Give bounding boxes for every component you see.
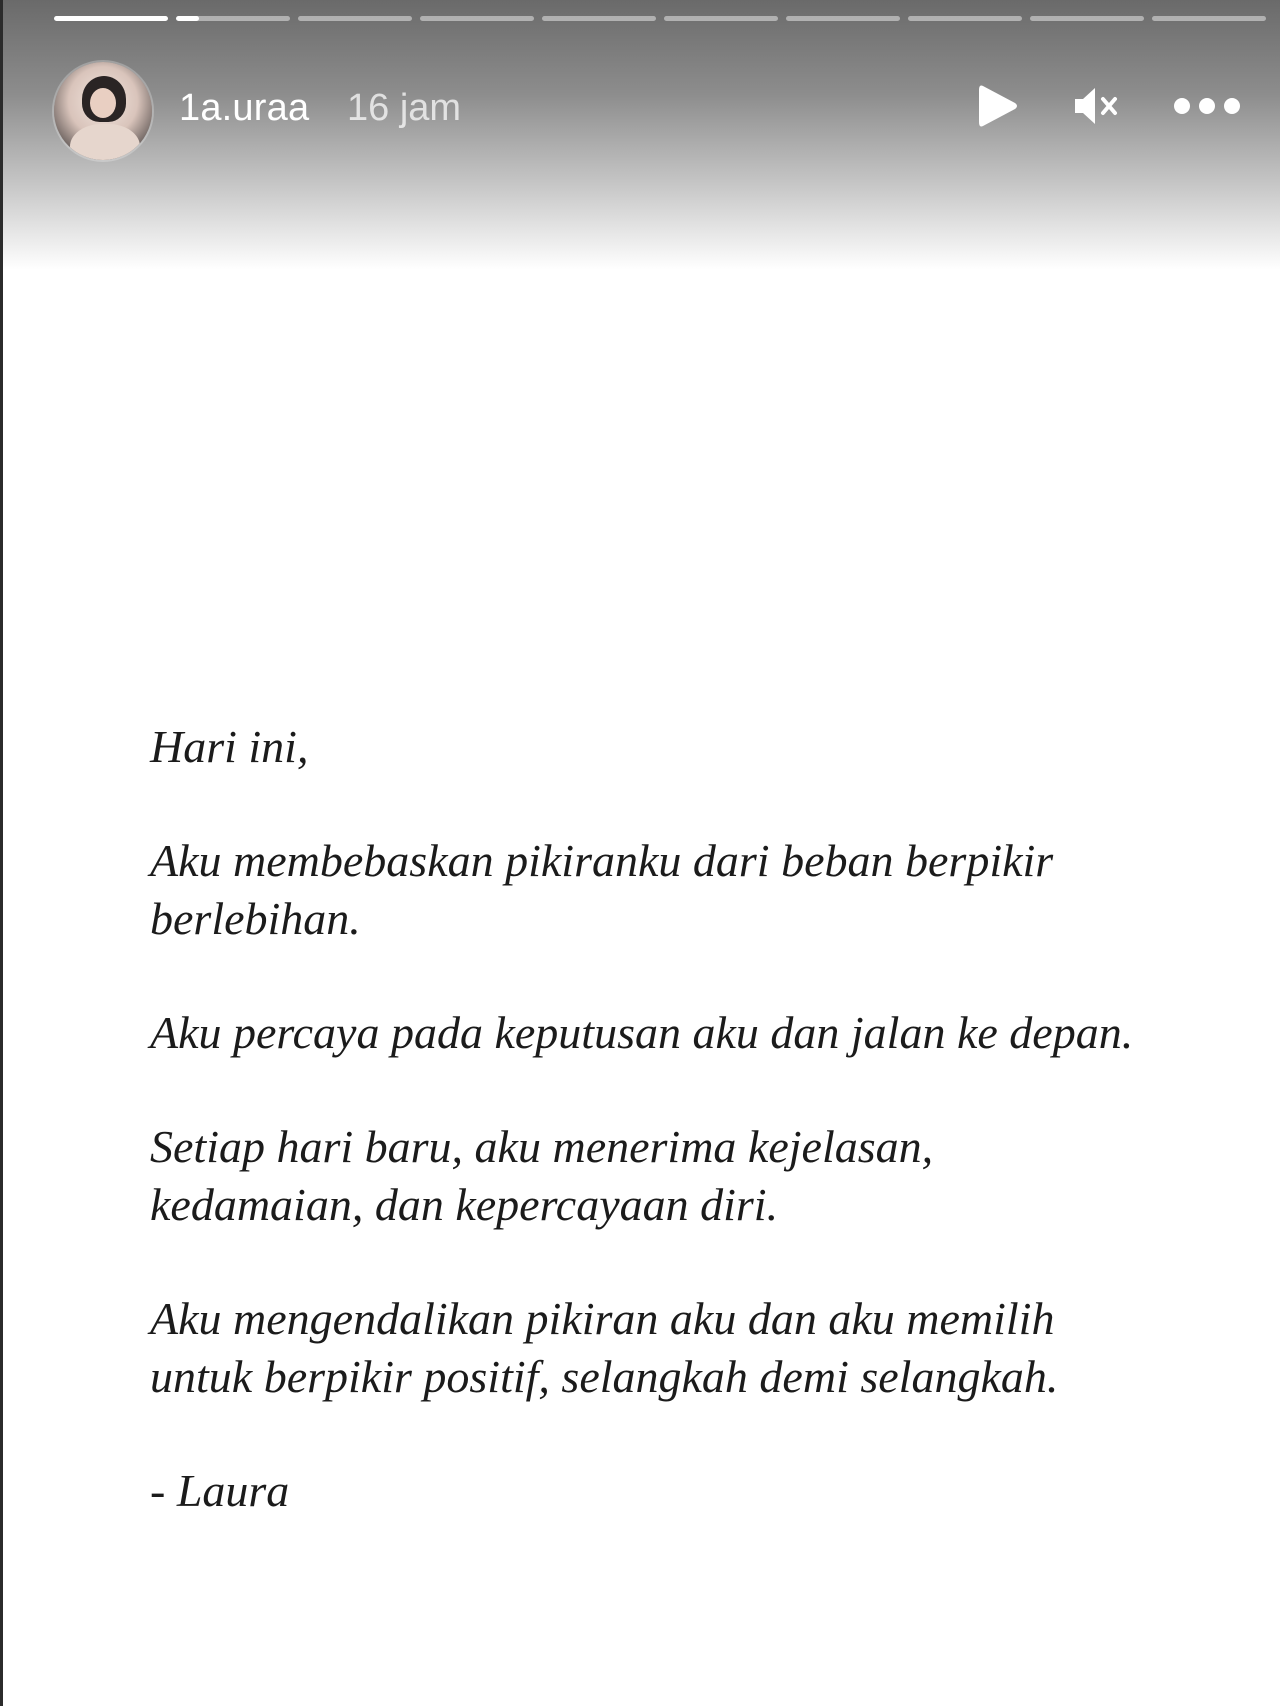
text-line-3: Setiap hari baru, aku menerima kejelasan, kedamaian, dan kepercayaan diri.	[150, 1121, 934, 1230]
progress-fill	[176, 16, 199, 21]
more-options-icon	[1172, 96, 1242, 116]
volume-muted-icon	[1071, 82, 1123, 130]
progress-segment-2	[176, 16, 290, 21]
progress-segment-9	[1030, 16, 1144, 21]
progress-segment-10	[1152, 16, 1266, 21]
more-options-button[interactable]	[1169, 78, 1245, 134]
text-line-4: Aku mengendalikan pikiran aku dan aku memilih untuk berpikir positif, selangkah demi selangkah.	[150, 1293, 1059, 1402]
avatar-face	[90, 88, 116, 118]
progress-segment-8	[908, 16, 1022, 21]
username-link[interactable]: 1a.uraa	[179, 87, 310, 129]
signature: - Laura	[150, 1465, 290, 1516]
progress-segment-7	[786, 16, 900, 21]
progress-segment-3	[298, 16, 412, 21]
play-icon	[975, 82, 1019, 130]
progress-fill	[54, 16, 168, 21]
post-time: 16 jam	[347, 87, 462, 129]
progress-segment-4	[420, 16, 534, 21]
story-progress-bar	[54, 16, 1270, 22]
header-gradient	[3, 0, 1280, 270]
play-button[interactable]	[969, 78, 1025, 134]
avatar-body	[70, 124, 140, 160]
text-line-1: Aku membebaskan pikiranku dari beban berpikir berlebihan.	[150, 835, 1054, 944]
text-line-greeting: Hari ini,	[150, 721, 309, 772]
progress-segment-5	[542, 16, 656, 21]
progress-segment-6	[664, 16, 778, 21]
progress-segment-1	[54, 16, 168, 21]
story-text	[150, 718, 1210, 1576]
avatar[interactable]	[54, 62, 152, 160]
mute-button[interactable]	[1069, 78, 1125, 134]
text-line-2: Aku percaya pada keputusan aku dan jalan ke depan.	[150, 1007, 1134, 1058]
